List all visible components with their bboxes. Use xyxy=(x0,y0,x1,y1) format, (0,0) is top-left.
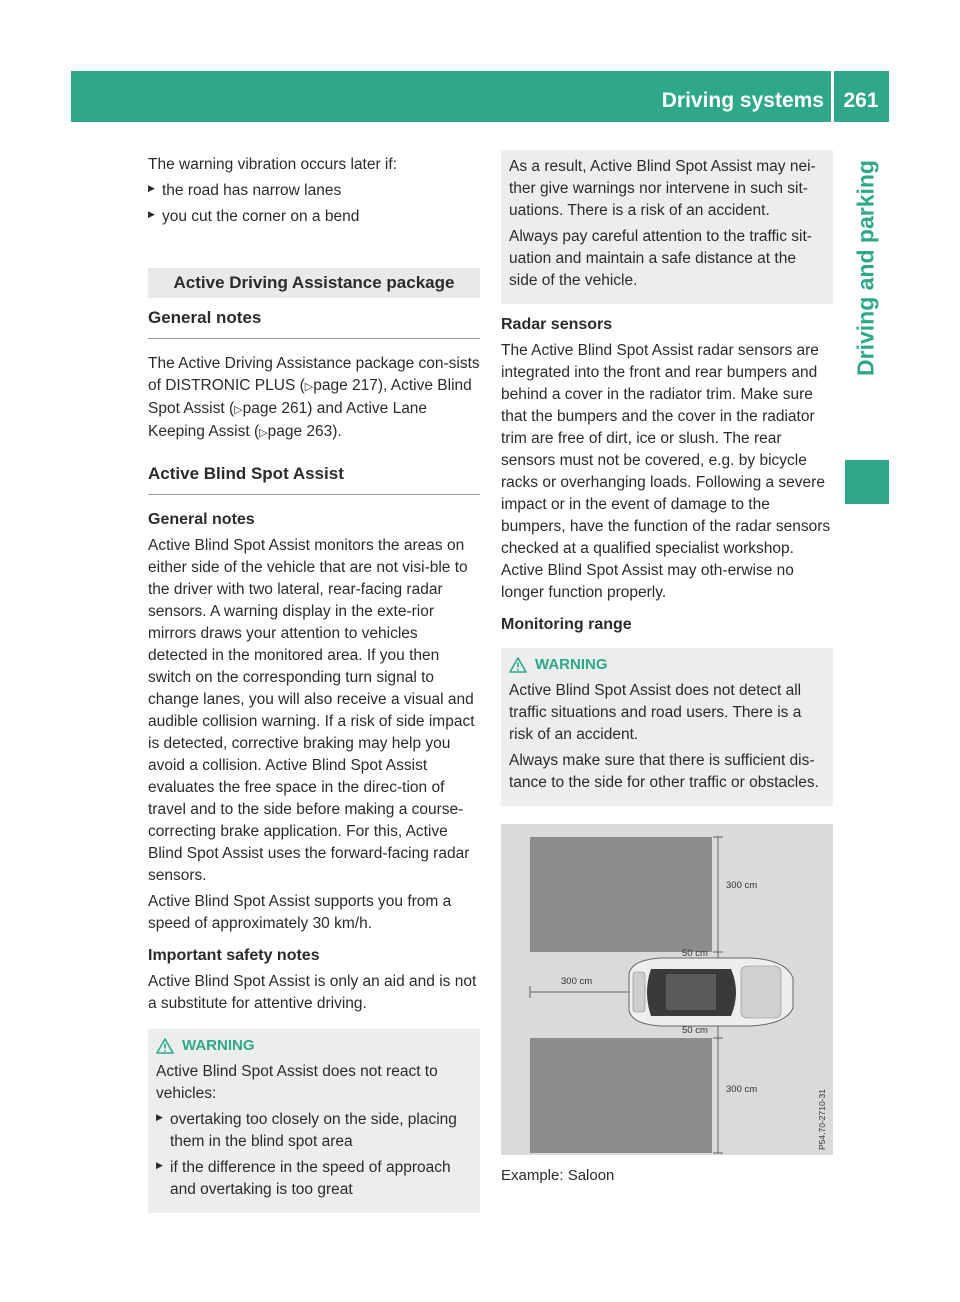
heading-general-notes: General notes xyxy=(148,306,480,339)
dimension-label: 300 cm xyxy=(726,1084,758,1095)
warning-text-2: Always make sure that there is sufficient dis-tance to the side for other traffic or obstacles. xyxy=(509,752,819,791)
subheading-monitoring-range: Monitoring range xyxy=(501,616,632,633)
warning-continuation-box xyxy=(501,150,833,304)
page-number: 261 xyxy=(843,89,879,112)
subheading-safety-notes: Important safety notes xyxy=(148,947,320,964)
package-paragraph xyxy=(148,353,480,444)
side-tab-label: Driving and parking xyxy=(852,160,879,376)
dimension-label: 300 cm xyxy=(561,976,593,987)
monitoring-range-diagram xyxy=(501,824,833,1155)
warning-label: WARNING xyxy=(182,1037,255,1054)
page-link-261[interactable]: page 261) and Active Lane Keeping Assist ( xyxy=(148,400,428,440)
header-title: Driving systems xyxy=(661,89,824,112)
warning-triangle-icon xyxy=(156,1038,174,1054)
figure-code: P54.70-2710-31 xyxy=(817,1089,827,1150)
figure-caption: Example: Saloon xyxy=(501,1167,615,1184)
monitoring-range-figure xyxy=(501,824,833,1155)
warning-header xyxy=(509,654,825,676)
intro-text: The warning vibration occurs later if: xyxy=(148,156,397,173)
page-link-263[interactable]: page 263). xyxy=(267,423,342,440)
page-reference-icon: ▷ xyxy=(259,427,268,439)
car-top-view xyxy=(629,958,793,1026)
warning-header xyxy=(156,1035,472,1057)
warning-label: WARNING xyxy=(535,656,608,673)
left-column xyxy=(148,154,480,1213)
dimension-label: 50 cm xyxy=(682,948,708,959)
absa-paragraph-1: Active Blind Spot Assist monitors the areas on either side of the vehicle that are not visi-ble to the driver with two lateral, rear-facing radar sensors. A warning display in the exte-rior mirrors draws your attention to vehicles detected in the monitored area. If you then switch on the corresponding turn signal to change lanes, you will also receive a visual and audible collision warning. If a risk of side impact is detected, corrective braking may help you avoid a collision. Active Blind Spot Assist evaluates the free space in the direc-tion of travel and to the side before making a course-correcting brake application. For this, Active Blind Spot Assist uses the forward-facing radar sensors. xyxy=(148,537,475,884)
radar-paragraph: The Active Blind Spot Assist radar sensors are integrated into the front and rear bumpers and behind a cover in the radiator trim. Make sure that the bumpers and the cover in the radiator trim are free of dirt, ice or slush. The rear sensors must not be covered, e.g. by bicycle racks or overhanging loads. Following a severe impact or in the event of damage to the bumpers, have the function of the radar sensors checked at a qualified specialist workshop. Active Blind Spot Assist may oth-erwise no longer function properly. xyxy=(501,342,831,601)
warning-text-1: Active Blind Spot Assist does not detect all traffic situations and road users. There is a risk of an accident. xyxy=(509,682,802,743)
box-paragraph-1: As a result, Active Blind Spot Assist may nei-ther give warnings nor intervene in such sit-uations. There is a risk of an accident. xyxy=(509,158,816,219)
list-item: ▶ if the difference in the speed of approach and overtaking is too great xyxy=(156,1157,472,1201)
section-title: Active Driving Assistance package xyxy=(148,268,480,298)
dimension-label: 50 cm xyxy=(682,1025,708,1036)
subheading-radar-sensors: Radar sensors xyxy=(501,316,613,333)
warning-triangle-icon xyxy=(509,657,527,673)
right-column xyxy=(501,154,833,1187)
box-paragraph-2: Always pay careful attention to the traffic sit-uation and maintain a safe distance at the side of the vehicle. xyxy=(509,228,812,289)
page-link-217[interactable]: page 217), Active Blind Spot Assist ( xyxy=(148,377,472,417)
list-item: ▶ overtaking too closely on the side, placing them in the blind spot area xyxy=(156,1109,472,1153)
dimension-label: 300 cm xyxy=(726,880,758,891)
page-reference-icon: ▷ xyxy=(234,404,243,416)
monitored-zone-right xyxy=(530,1038,712,1153)
list-item: ▶ you cut the corner on a bend xyxy=(148,206,480,228)
warning-box-left xyxy=(148,1029,480,1213)
side-tab-marker xyxy=(845,460,889,504)
list-item: ▶ the road has narrow lanes xyxy=(148,180,480,202)
subheading-general-notes: General notes xyxy=(148,511,255,528)
monitored-zone-left xyxy=(530,837,712,952)
header-divider xyxy=(831,71,834,122)
safety-paragraph: Active Blind Spot Assist is only an aid and is not a substitute for attentive driving. xyxy=(148,973,477,1012)
page-reference-icon: ▷ xyxy=(304,381,314,393)
warning-text: Active Blind Spot Assist does not react to vehicles: xyxy=(156,1063,438,1102)
warning-box-right xyxy=(501,648,833,806)
absa-paragraph-2: Active Blind Spot Assist supports you from a speed of approximately 30 km/h. xyxy=(148,893,452,932)
heading-active-blind-spot-assist: Active Blind Spot Assist xyxy=(148,462,480,495)
package-text-1: The Active Driving Assistance package con-sists of DISTRONIC PLUS ( xyxy=(148,355,480,394)
